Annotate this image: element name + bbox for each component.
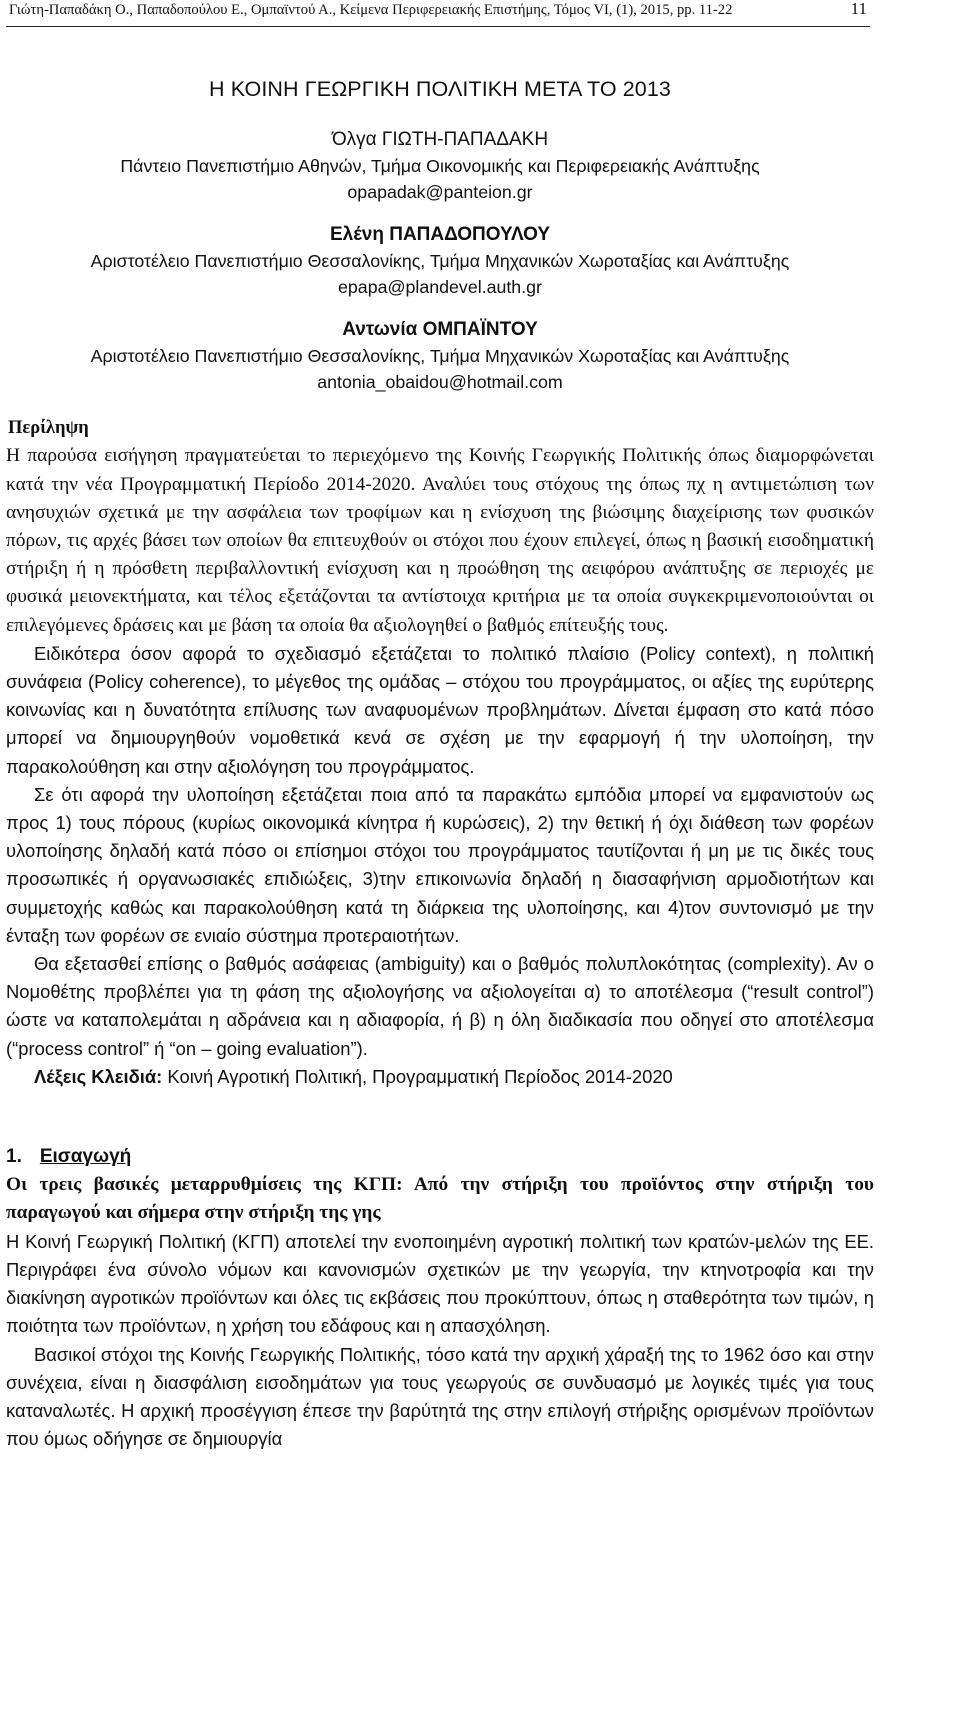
body-paragraph: Βασικοί στόχοι της Κοινής Γεωργικής Πολιτικής, τόσο κατά την αρχική χάραξή της το 1962 όσο και στην συνέχεια, είναι η διασφάλιση εισοδημάτων για τους γεωργούς σε συνδυασμό με λογικές τιμές για τους καταναλωτές. Η αρχική προσέγγιση έπεσε την βαρύτητά της στην επιλογή στήριξης ορισμένων προϊόντων που όμως οδήγησε σε δημιουργία [6, 1343, 874, 1450]
section-title: Εισαγωγή [39, 1146, 132, 1168]
abstract-paragraph: Ειδικότερα όσον αφορά το σχεδιασμό εξετάζεται το πολιτικό πλαίσιο (Policy context), η πολιτική συνάφεια (Policy coherence), το μέγεθος της ομάδας – στόχου του προγράμματος, οι αξίες της ευρύτερης κοινωνίας και η δυνατότητα επίλυσης των αναφυομένων προβλημάτων. Δίνεται έμφαση στο κατά πόσο μπορεί να δημιουργηθούν νομοθετικά κενά σε σχέση με την εφαρμογή ή την υλοποίηση, την παρακολούθηση και στην αξιολόγηση του προγράμματος. [6, 642, 874, 777]
body-paragraph: Η Κοινή Γεωργική Πολιτική (ΚΓΠ) αποτελεί την ενοποιημένη αγροτική πολιτική των κρατών-μελών της ΕΕ. Περιγράφει ένα σύνολο νόμων και κανονισμών σχετικών με την γεωργία, την κτηνοτροφία και την διακίνηση αγροτικών προϊόντων και όλες τις εκβάσεις που προκύπτουν, όπως η σταθερότητα των τιμών, η ποιότητα των προϊόντων, η χρήση του εδάφους και η απασχόληση. [6, 1230, 874, 1337]
abstract-heading: Περίληψη [8, 418, 89, 439]
author-block-1 [6, 127, 874, 205]
section-subheading: Οι τρεις βασικές μεταρρυθμίσεις της ΚΓΠ: Από την στήριξη του προϊόντος στην στήριξη του παραγωγού και σήμερα στην στήριξη της γης [6, 1174, 874, 1224]
keywords-label: Λέξεις Κλειδιά: [34, 1065, 163, 1087]
keywords-text: Κοινή Αγροτική Πολιτική, Προγραμματική Περίοδος 2014-2020 [162, 1065, 673, 1087]
author-name: Αντωνία ΟΜΠΑΪΝΤΟΥ [342, 319, 538, 341]
author-affiliation: Πάντειο Πανεπιστήμιο Αθηνών, Τμήμα Οικονομικής και Περιφερειακής Ανάπτυξης [120, 156, 760, 177]
author-email: opapadak@panteion.gr [347, 182, 533, 203]
author-block-3 [6, 317, 874, 395]
author-affiliation: Αριστοτέλειο Πανεπιστήμιο Θεσσαλονίκης, Τμήμα Μηχανικών Χωροταξίας και Ανάπτυξης [90, 346, 790, 367]
section-heading [6, 1143, 874, 1171]
author-email: antonia_obaidou@hotmail.com [317, 372, 563, 393]
author-name: Όλγα ΓΙΩΤΗ-ΠΑΠΑΔΑΚΗ [331, 129, 549, 151]
author-block-2 [6, 222, 874, 300]
abstract-paragraph: Θα εξετασθεί επίσης ο βαθμός ασάφειας (ambiguity) και ο βαθμός πολυπλοκότητας (complexity). Αν ο Νομοθέτης προβλέπει για τη φάση της αξιολογήσης να αξιολογείται α) το αποτέλεσμα (“result control”) ώστε να καταπολεμάται η αδράνεια και η αδιαφορία, ή β) η όλη διαδικασία που οδηγεί στο αποτέλεσμα (“process control” ή “on – going evaluation”). [6, 953, 874, 1059]
author-email: epapa@plandevel.auth.gr [338, 277, 542, 298]
abstract-paragraph: Σε ότι αφορά την υλοποίηση εξετάζεται ποια από τα παρακάτω εμπόδια μπορεί να εμφανιστούν ως προς 1) τους πόρους (κυρίως οικονομικά κίνητρα ή κυρώσεις), 2) την θετική ή όχι διάθεση των φορέων υλοποίησης δηλαδή κατά πόσο οι επίσημοι στόχοι του προγράμματος ταυτίζονται ή μη με τις δικές τους προσωπικές ή οργανωσιακές επιδιώξεις, 3)την επικοινωνία δηλαδή η διασαφήνιση αρμοδιοτήτων και συμμετοχής καθώς και παρακολούθηση κατά τη διάρκεια της υλοποίησης, και 4)τον συντονισμό με την ένταξη των φορέων σε ενιαίο σύστημα προτεραιοτήτων. [6, 783, 874, 946]
abstract-paragraph: Η παρούσα εισήγηση πραγματεύεται το περιεχόμενο της Κοινής Γεωργικής Πολιτικής όπως διαμορφώνεται κατά την νέα Προγραμματική Περίοδο 2014-2020. Αναλύει τους στόχους της όπως πχ η αντιμετώπιση των ανησυχιών σχετικά με την ασφάλεια των τροφίμων και η ενίσχυση της βιώσιμης διαχείρισης των φυσικών πόρων, τις αρχές βάσει των οποίων θα επιτευχθούν οι στόχοι που έχουν επιλεγεί, όπως η βασική εισοδηματική στήριξη ή η πρόσθετη περιβαλλοντική ενίσχυση και η προώθηση της αειφόρου ανάπτυξης σε περιοχές με φυσικά μειονεκτήματα, και τέλος εξετάζονται τα αντίστοιχα κριτήρια με τα οποία συγκεκριμενοποιούνται οι επιλεγόμενες δράσεις και με βάση τα οποία θα αξιολογηθεί ο βαθμός επίτευξής τους. [6, 445, 874, 636]
section-number: 1. [6, 1146, 22, 1168]
paper-title: Η ΚΟΙΝΗ ΓΕΩΡΓΙΚΗ ΠΟΛΙΤΙΚΗ ΜΕΤΑ ΤΟ 2013 [209, 77, 671, 101]
citation-line: Γιώτη-Παπαδάκη Ο., Παπαδοπούλου Ε., Ομπαϊντού Α., Κείμενα Περιφερειακής Επιστήμης, Τόμος VI, (1), 2015, pp. 11-22 [9, 2, 733, 18]
author-affiliation: Αριστοτέλειο Πανεπιστήμιο Θεσσαλονίκης, Τμήμα Μηχανικών Χωροταξίας και Ανάπτυξης [90, 251, 790, 272]
keywords-line [34, 1063, 874, 1091]
page-number: 11 [850, 0, 867, 18]
author-name: Ελένη ΠΑΠΑΔΟΠΟΥΛΟΥ [329, 224, 551, 246]
running-header [6, 0, 870, 27]
